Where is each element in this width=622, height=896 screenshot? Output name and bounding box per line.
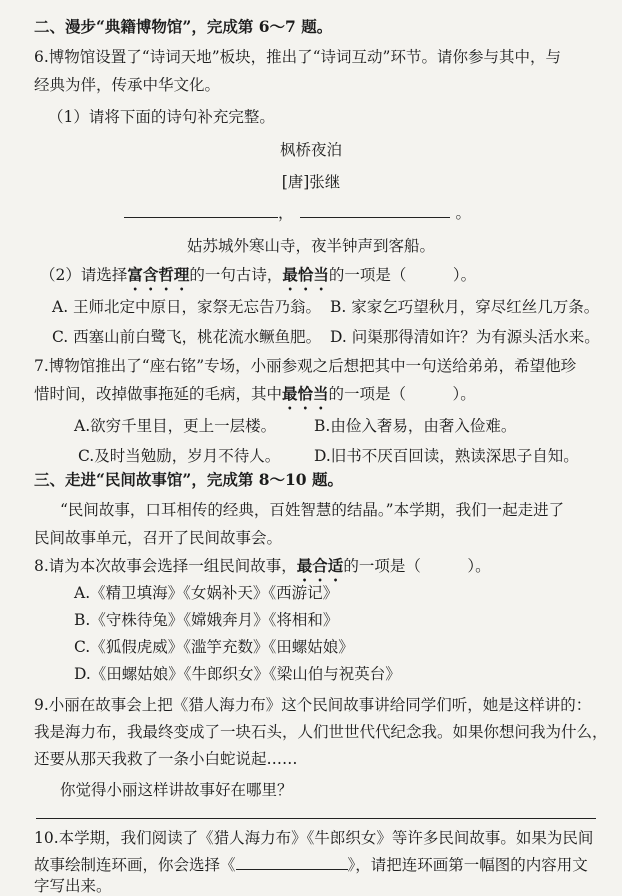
q9-line-3: 还要从那天我救了一条小白蛇说起…… xyxy=(34,750,298,768)
s3-intro-line-2: 民间故事单元，召开了民间故事会。 xyxy=(34,529,283,547)
q8-option-a: A.《精卫填海》《女娲补天》《西游记》 xyxy=(74,584,339,602)
poem-blank-2[interactable] xyxy=(300,203,450,218)
q6-option-b: B. 家家乞巧望秋月，穿尽红丝几万条。 xyxy=(330,298,600,316)
q8-emphasis: 最合适 xyxy=(296,556,344,575)
poem-comma: ， xyxy=(278,204,294,222)
q6-option-c: C. 西塞山前白鹭飞，桃花流水鳜鱼肥。 xyxy=(52,328,322,346)
q8-option-b: B.《守株待兔》《嫦娥奔月》《将相和》 xyxy=(74,611,339,629)
q10-line-3: 字写出来。 xyxy=(34,877,112,895)
q8-stem-prefix: 8.请为本次故事会选择一组民间故事， xyxy=(34,557,297,575)
q7-line-2-suffix: 的一项是（ ）。 xyxy=(328,385,476,403)
q6-line-2: 经典为伴，传承中华文化。 xyxy=(34,76,221,94)
q10-blank[interactable] xyxy=(236,855,348,870)
q7-emphasis: 最恰当 xyxy=(282,384,329,403)
poem-fill-line xyxy=(124,203,471,223)
poem-blank-1[interactable] xyxy=(124,203,278,218)
q6-sub2-emphasis-1: 富含哲理 xyxy=(127,265,190,284)
poem-period: 。 xyxy=(455,204,472,222)
poem-author: [唐]张继 xyxy=(281,173,341,191)
q7-line-2 xyxy=(34,384,476,413)
q7-option-b: B.由俭入奢易，由奢入俭难。 xyxy=(314,417,517,435)
section-3-title: 三、走进“民间故事馆”，完成第 8～10 题。 xyxy=(34,470,343,489)
s3-intro-line-1: “民间故事，口耳相传的经典，百姓智慧的结晶。”本学期，我们一起走进了 xyxy=(60,501,565,519)
q9-answer-line[interactable] xyxy=(36,818,596,819)
q9-line-1: 9.小丽在故事会上把《猎人海力布》这个民间故事讲给同学们听，她是这样讲的： xyxy=(34,696,592,714)
q6-sub1: （1）请将下面的诗句补充完整。 xyxy=(48,108,275,126)
q6-option-d: D. 问渠那得清如许？为有源头活水来。 xyxy=(330,328,600,346)
q9-line-2: 我是海力布，我最终变成了一块石头，人们世世代代纪念我。如果你想问我为什么， xyxy=(34,723,608,741)
q9-question: 你觉得小丽这样讲故事好在哪里？ xyxy=(60,781,293,799)
q6-line-1: 6.博物馆设置了“诗词天地”板块，推出了“诗词互动”环节。请你参与其中，与 xyxy=(34,48,561,66)
section-2-title: 二、漫步“典籍博物馆”，完成第 6～7 题。 xyxy=(34,17,333,36)
poem-title: 枫桥夜泊 xyxy=(279,141,342,159)
q6-sub2 xyxy=(40,265,476,294)
q10-line-2 xyxy=(34,855,588,875)
q10-line-2-suffix: 》，请把连环画第一幅图的内容用文 xyxy=(347,856,588,874)
q7-option-a: A.欲穷千里目，更上一层楼。 xyxy=(74,417,277,435)
q6-sub2-suffix: 的一项是（ ）。 xyxy=(328,266,477,284)
q8-option-c: C.《狐假虎威》《滥竽充数》《田螺姑娘》 xyxy=(74,638,354,656)
q7-option-c: C.及时当勉励，岁月不待人。 xyxy=(78,447,281,465)
q7-line-2-prefix: 惜时间，改掉做事拖延的毛病，其中 xyxy=(34,385,283,403)
q10-line-2-prefix: 故事绘制连环画，你会选择《 xyxy=(34,856,236,874)
q10-line-1: 10.本学期，我们阅读了《猎人海力布》《牛郎织女》等许多民间故事。如果为民间 xyxy=(34,829,594,847)
q6-sub2-prefix: （2）请选择 xyxy=(40,266,128,284)
poem-line-2: 姑苏城外寒山寺，夜半钟声到客船。 xyxy=(186,237,435,255)
q8-stem-suffix: 的一项是（ ）。 xyxy=(343,557,491,575)
q7-line-1: 7.博物馆推出了“座右铭”专场，小丽参观之后想把其中一句送给弟弟，希望他珍 xyxy=(34,357,577,375)
q7-option-d: D.旧书不厌百回读，熟读深思子自知。 xyxy=(314,447,579,465)
q8-stem xyxy=(34,556,491,585)
q6-option-a: A. 王师北定中原日，家祭无忘告乃翁。 xyxy=(52,298,322,316)
q6-sub2-middle: 的一句古诗， xyxy=(189,266,283,284)
q8-option-d: D.《田螺姑娘》《牛郎织女》《梁山伯与祝英台》 xyxy=(74,665,401,683)
q6-sub2-emphasis-2: 最恰当 xyxy=(282,265,329,284)
